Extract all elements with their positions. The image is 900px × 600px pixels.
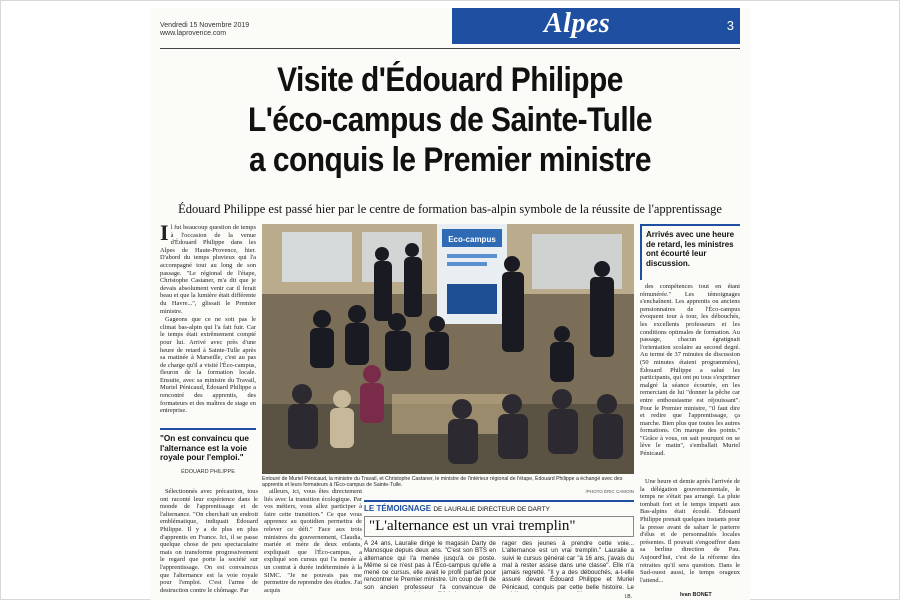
- testimony-label: [364, 500, 634, 513]
- side-box-text: Arrivés avec une heure de retard, les ministres ont écourté leur discussion.: [646, 230, 735, 268]
- article-column-right: [640, 283, 740, 473]
- article-right-text: des compétences tout en étant rémunérée." Les témoignages s'enchaînent. Les apprentis ou anciens pensionnaires de l'Éco-campus évoquent tour à tour, les débouchés, les excellents professeurs et les conditions optimales de formation. Au passage, chacun égratignait l'orientation scolaire au second degré. Au terme de 37 minutes de discussion (50 minutes étaient programmées), Édouard Philippe a salué les participants, qui ont pu tous s'exprimer malgré la séance écourtée, en les remerciant de lui "donner la pêche car entre enthousiasme est réjouissant". Pour le Premier ministre, "il faut dire et redire que l'apprentissage, ça marche. Bien plus que toutes les autres formations. On marque des points." "Grâce à vous, on sait pourquoi on se lève le matin", s'emballait Muriel Pénicaud.: [640, 283, 740, 458]
- photo-illustration: [262, 224, 634, 474]
- headline: [150, 60, 750, 180]
- website: www.laprovence.com: [160, 30, 227, 37]
- drop-cap: I: [160, 224, 169, 245]
- photo-caption: Entouré de Muriel Pénicaud, la ministre du Travail, et Christophe Castaner, le ministre de l'intérieur régional de l'étape, Édouard Philippe a échangé avec des apprentis et leurs formateurs à l'Éco-campus de Sainte-Tulle.: [262, 476, 623, 489]
- pull-quote: [160, 428, 256, 475]
- testimony-column-2: rager des jeunes à prendre cette voie... L'alternance est un vrai tremplin." Lauralie a suivi le cursus général car "à 16 ans, j'avais du mal à rester assise dans une classe". Elle n'a jamais regretté. "Il y a des débouchés, a-t-elle assuré devant Édouard Philippe et Muriel Pénicaud, conquis par cette belle histoire. Le: [502, 540, 634, 591]
- article-column-1: [160, 224, 256, 424]
- article-author: Ivan BONET: [680, 592, 712, 598]
- headline-line-3: a conquis le Premier ministre: [248, 141, 652, 179]
- article-right-bottom-text: Une heure et demie après l'arrivée de la délégation gouvernementale, le temps ne s'était pas arrangé. La pluie tombait fort et le temps imparti aux Bas-alpins était écoulé. Édouard Philippe prenait quelques instants pour la presse avant de saluer le parterre d'élus et de personnalités locales présentes. Il pouvait s'engouffrer dans sa berline direction de Pau. Aujourd'hui, c'est de la réforme des retraites qu'il sera question. Dans le Sud-ouest aussi, le temps orageux l'attend...: [640, 478, 740, 584]
- pull-quote-text: "On est convaincu que l'alternance est la voie royale pour l'emploi.": [160, 434, 249, 462]
- side-box: [640, 224, 740, 280]
- article-column-right-bottom: [640, 478, 740, 600]
- article-photo: [262, 224, 634, 474]
- testimony-signature: I.B.: [624, 594, 632, 600]
- headline-line-2: L'éco-campus de Sainte-Tulle: [247, 101, 653, 139]
- issue-date-block: [160, 22, 249, 38]
- testimony-who: DE LAURALIE DIRECTEUR DE DARTY: [433, 506, 550, 513]
- article-bottom-text-1: Sélectionnés avec précaution, tous ont raconté leur expérience dans le monde de l'apprentissage et de l'alternance. "On cherchait un endroit emblématique, indiquait Édouard Philippe. Il y a de plus en plus d'apprentis en France. Ici, il se passe quelque chose de peu spectaculaire mais on transforme progressivement le regard que porte la société sur l'apprentissage. On est convaincus que l'alternance est la voie royale pour l'emploi. C'est l'arme de destruction contre le chômage. Par: [160, 488, 258, 594]
- testimony-label-text: LE TÉMOIGNAGE: [364, 504, 432, 513]
- pull-quote-source: ÉDOUARD PHILIPPE: [181, 468, 235, 475]
- page-number: 3: [726, 18, 734, 33]
- article-paragraph-1: l fut beaucoup question de temps à l'occasion de la venue d'Édouard Philippe dans les Alpes de Haute-Provence, hier. D'abord du temps pluvieux qui l'a accompagné tout au long de son passage. "Le régional de l'étape, Christophe Castaner, m'a dit que je devais absolument venir car il ferait beau et que la lumière était différente du Havre...", glissait le Premier ministre.: [160, 224, 256, 315]
- section-title: Alpes: [544, 8, 611, 39]
- section-band: [452, 8, 740, 44]
- poster-text: Eco-campus: [448, 235, 496, 244]
- newspaper-page: [150, 8, 750, 600]
- article-column-bottom-2: [264, 488, 362, 600]
- testimony-column-1: À 24 ans, Lauralie dirige le magasin Darty de Manosque depuis deux ans. "C'est son BTS en alternance qui l'a menée jusqu'à ce poste. Même si ce n'est pas à l'Éco-campus qu'elle a mené ce cursus, elle avait le profil parfait pour rencontrer le Premier ministre. Un coup de fil de son ancien professeur l'a convaincue de: [364, 540, 496, 591]
- article-bottom-text-2: ailleurs, ici, vous êtes directement liés avec la transition écologique. Par vos métiers, vous allez participer à faire cette transition." Ce que vous apprenez au quotidien permettra de relever ce défi." Face aux trois ministres du gouvernement, Claudia, mariée et mère de deux enfants, expliquait que l'Éco-campus, a expliqué son cursus qui l'a menée à un contrat à durée indéterminée à la SIMC. "Je ne pouvais pas me permettre de reprendre des études. J'ai acquis: [264, 488, 362, 594]
- article-paragraph-2: Gageons que ce ne soit pas le climat bas-alpin qui l'a fait fuir. Car le temps était extrêmement compté pour lui. Arrivé avec près d'une heure de retard à Sainte-Tulle après sa matinée à Marseille, c'est au pas de charge qu'il a visité l'Éco-campus, fleuron de la formation locale. Ensuite, avec sa ministre du Travail, Muriel Pénicaud, Édouard Philippe a rencontré des apprentis, des formateurs et des maîtres de stage en entreprise.: [160, 316, 256, 415]
- testimony-box: [364, 500, 634, 600]
- top-divider: [160, 48, 740, 49]
- testimony-columns: [364, 540, 634, 592]
- photo-credit: /PHOTO ÉRIC CAMOIN: [585, 489, 634, 494]
- testimony-title: "L'alternance est un vrai tremplin": [364, 516, 634, 537]
- issue-date: Vendredi 15 Novembre 2019: [160, 22, 250, 29]
- article-column-bottom-1: [160, 488, 258, 600]
- headline-line-1: Visite d'Édouard Philippe: [277, 61, 623, 99]
- subheadline: Édouard Philippe est passé hier par le centre de formation bas-alpin symbole de la réussite de l'apprentissage: [178, 202, 722, 216]
